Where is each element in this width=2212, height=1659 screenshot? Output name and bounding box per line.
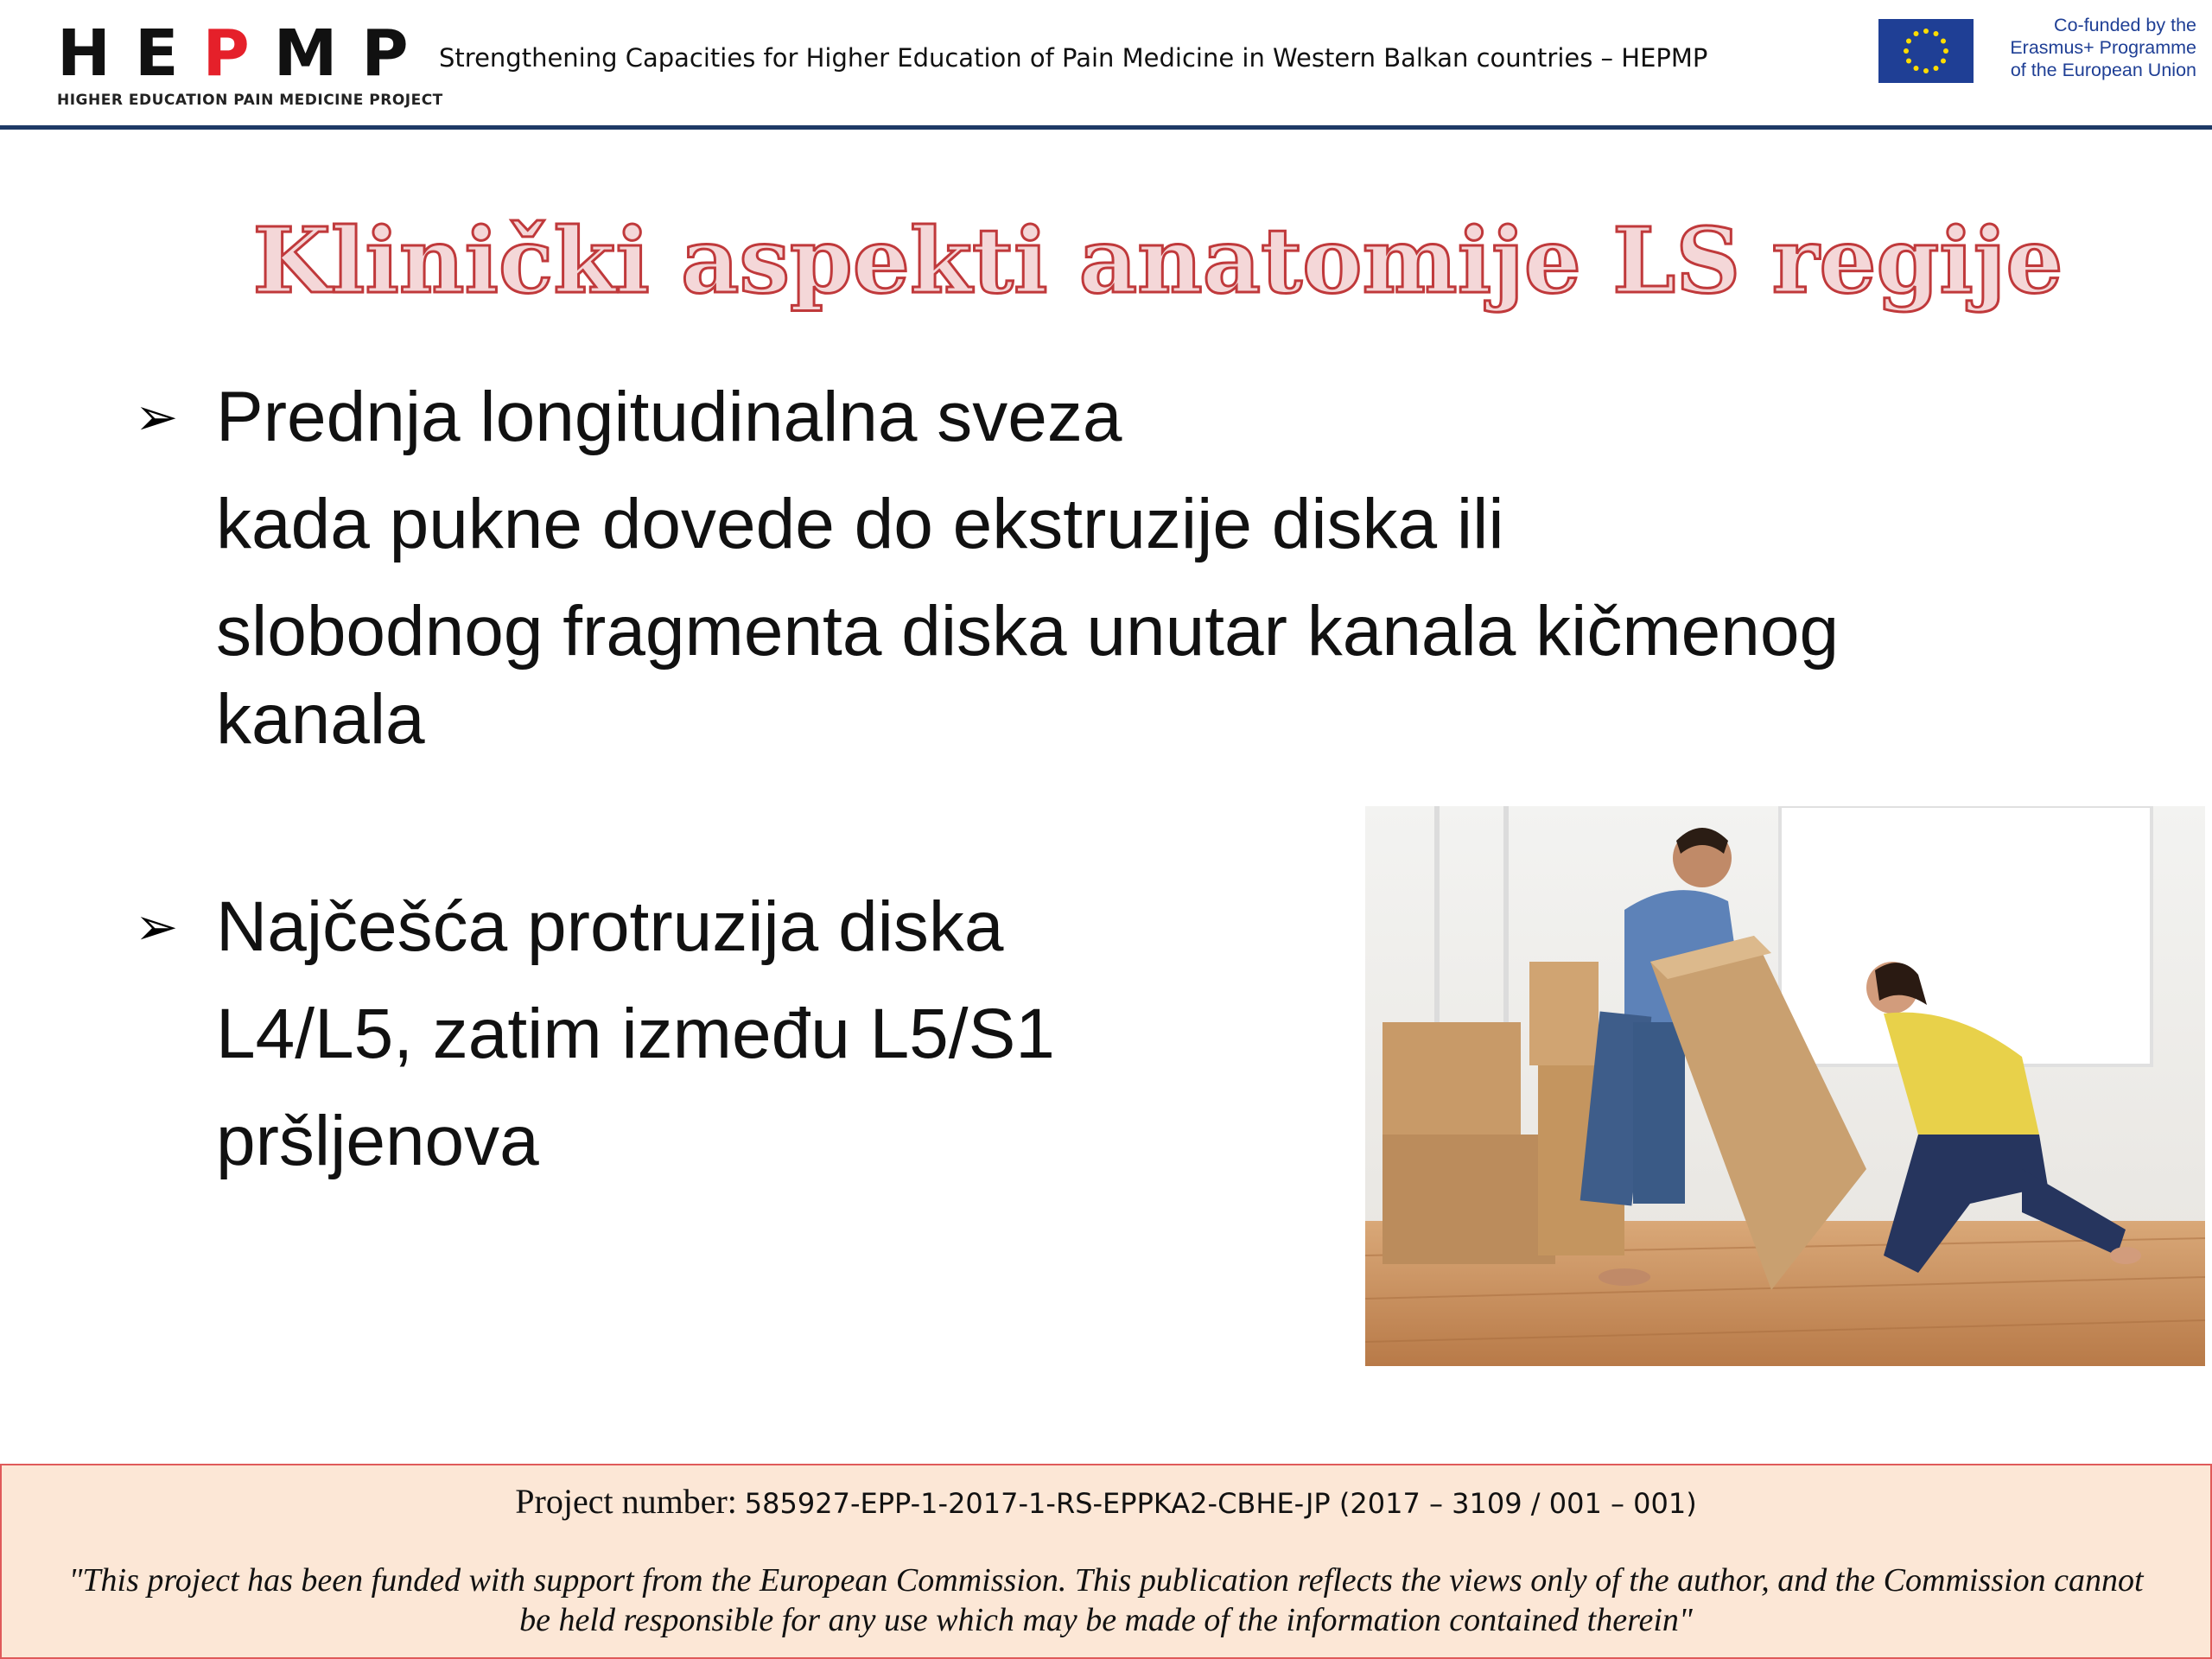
eu-cofunded-text bbox=[1987, 14, 2196, 81]
eu-line: of the European Union bbox=[2010, 60, 2196, 80]
project-number-line bbox=[2, 1481, 2210, 1522]
disclaimer-text bbox=[19, 1560, 2193, 1640]
bullet-arrow-icon: ➢ bbox=[135, 388, 179, 446]
logo-letter: H bbox=[57, 16, 135, 91]
project-number: 585927-EPP-1-2017-1-RS-EPPKA2-CBHE-JP (2017 – 3109 / 001 – 001) bbox=[744, 1487, 1697, 1520]
bullet-text-line: kada pukne dovede do ekstruzije diska ili bbox=[216, 485, 1504, 563]
bullet-text-line: kanala bbox=[216, 680, 425, 759]
eu-flag-icon bbox=[1878, 19, 1974, 83]
logo-letter: E bbox=[134, 16, 203, 91]
bullet-text-line: L4/L5, zatim između L5/S1 bbox=[216, 995, 1055, 1073]
logo-letter: M bbox=[273, 16, 362, 91]
project-number-label: Project number: bbox=[515, 1482, 737, 1521]
eu-line: Erasmus+ Programme bbox=[2010, 37, 2196, 58]
hepmp-logo bbox=[57, 16, 443, 109]
back-pain-photo bbox=[1365, 806, 2205, 1366]
slide-title: Klinički aspekti anatomije LS regije bbox=[252, 207, 2063, 314]
bullet-text-line: slobodnog fragmenta diska unutar kanala kičmenog bbox=[216, 592, 1840, 671]
disclaimer-line: be held responsible for any use which may be made of the information contained therein" bbox=[519, 1602, 1693, 1638]
logo-letter: P bbox=[202, 16, 274, 91]
bullet-arrow-icon: ➢ bbox=[135, 898, 179, 956]
logo-letter: P bbox=[361, 16, 433, 91]
bullet-text-line: Najčešća protruzija diska bbox=[216, 887, 1004, 966]
eu-stars-icon bbox=[1878, 19, 1974, 83]
disclaimer-line: "This project has been funded with support from the European Commission. This publication reflects the views only of the author, and the Commission cannot bbox=[68, 1562, 2144, 1599]
eu-line: Co-funded by the bbox=[2054, 15, 2196, 35]
header bbox=[0, 0, 2212, 128]
bullet-text-line: pršljenova bbox=[216, 1102, 539, 1180]
logo-letters bbox=[57, 16, 433, 91]
header-divider bbox=[0, 125, 2212, 130]
project-title: Strengthening Capacities for Higher Education of Pain Medicine in Western Balkan countries – HEPMP bbox=[439, 43, 1708, 73]
footer-disclaimer-box bbox=[0, 1464, 2212, 1659]
logo-subtitle: HIGHER EDUCATION PAIN MEDICINE PROJECT bbox=[57, 92, 443, 109]
bullet-text-line: Prednja longitudinalna sveza bbox=[216, 378, 1122, 456]
